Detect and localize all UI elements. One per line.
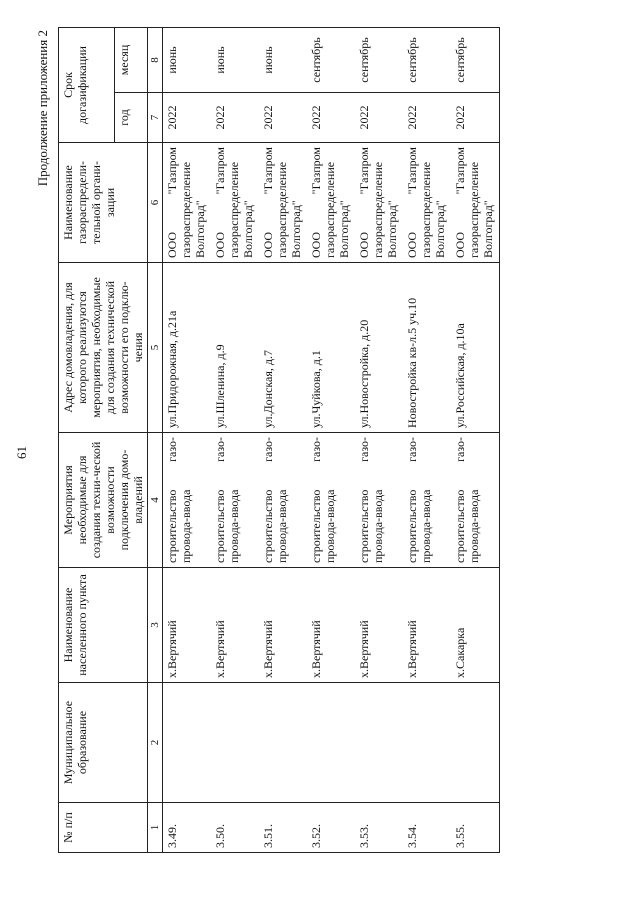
row-num: 3.49. xyxy=(163,803,212,853)
header-term: Срок догазификации xyxy=(59,27,115,142)
column-index: 3 xyxy=(148,568,163,683)
row-num: 3.54. xyxy=(403,803,451,853)
row-month: сентябрь xyxy=(355,27,403,92)
row-distributor: ООО "Газпром газораспределение Волгоград" xyxy=(307,143,355,263)
table-row xyxy=(163,27,212,852)
header-settlement: Наименование населенного пункта xyxy=(59,568,148,683)
row-address: ул.Шленина, д.9 xyxy=(211,263,259,433)
row-municipality xyxy=(451,683,500,803)
row-num: 3.52. xyxy=(307,803,355,853)
header-year: год xyxy=(115,93,148,143)
row-year: 2022 xyxy=(307,93,355,143)
row-settlement: х.Вертячий xyxy=(307,568,355,683)
column-index: 1 xyxy=(148,803,163,853)
header-municipality: Муниципальное образование xyxy=(59,683,148,803)
column-index: 7 xyxy=(148,93,163,143)
row-year: 2022 xyxy=(451,93,500,143)
row-num: 3.50. xyxy=(211,803,259,853)
row-distributor: ООО "Газпром газораспределение Волгоград" xyxy=(355,143,403,263)
table-row xyxy=(451,27,500,852)
row-settlement: х.Вертячий xyxy=(211,568,259,683)
column-index: 5 xyxy=(148,263,163,433)
row-measure: строительство газо-провода-ввода xyxy=(451,433,500,568)
row-measure: строительство газо-провода-ввода xyxy=(307,433,355,568)
row-year: 2022 xyxy=(259,93,307,143)
row-settlement: х.Вертячий xyxy=(259,568,307,683)
row-year: 2022 xyxy=(355,93,403,143)
row-municipality xyxy=(355,683,403,803)
row-municipality xyxy=(259,683,307,803)
row-month: июнь xyxy=(163,27,212,92)
row-year: 2022 xyxy=(163,93,212,143)
row-municipality xyxy=(211,683,259,803)
table-row xyxy=(307,27,355,852)
table-row xyxy=(211,27,259,852)
row-year: 2022 xyxy=(403,93,451,143)
table-row xyxy=(403,27,451,852)
row-month: сентябрь xyxy=(307,27,355,92)
row-municipality xyxy=(307,683,355,803)
row-month: сентябрь xyxy=(451,27,500,92)
table-row xyxy=(259,27,307,852)
row-settlement: х.Вертячий xyxy=(355,568,403,683)
row-distributor: ООО "Газпром газораспределение Волгоград" xyxy=(451,143,500,263)
header-month: месяц xyxy=(115,27,148,92)
row-num: 3.55. xyxy=(451,803,500,853)
row-num: 3.53. xyxy=(355,803,403,853)
row-month: июнь xyxy=(211,27,259,92)
header-measures: Мероприятия необходимые для создания техни-ческой возможности подключения домо-владений xyxy=(59,433,148,568)
row-address: ул.Новостройка, д.20 xyxy=(355,263,403,433)
row-measure: строительство газо-провода-ввода xyxy=(259,433,307,568)
row-address: ул.Донская, д.7 xyxy=(259,263,307,433)
row-measure: строительство газо-провода-ввода xyxy=(163,433,212,568)
row-measure: строительство газо-провода-ввода xyxy=(403,433,451,568)
column-index: 2 xyxy=(148,683,163,803)
row-measure: строительство газо-провода-ввода xyxy=(211,433,259,568)
row-settlement: х.Сакарка xyxy=(451,568,500,683)
row-month: июнь xyxy=(259,27,307,92)
appendix-label: Продолжение приложения 2 xyxy=(35,30,50,187)
column-index: 4 xyxy=(148,433,163,568)
header-num: № п/п xyxy=(59,803,148,853)
row-measure: строительство газо-провода-ввода xyxy=(355,433,403,568)
row-month: сентябрь xyxy=(403,27,451,92)
column-index: 6 xyxy=(148,143,163,263)
row-year: 2022 xyxy=(211,93,259,143)
header-row-1 xyxy=(59,27,115,852)
row-distributor: ООО "Газпром газораспределение Волгоград" xyxy=(163,143,212,263)
row-distributor: ООО "Газпром газораспределение Волгоград" xyxy=(211,143,259,263)
table-row xyxy=(355,27,403,852)
row-address: Новостройка кв-л.5 уч.10 xyxy=(403,263,451,433)
column-index: 8 xyxy=(148,27,163,92)
header-distributor: Наименование газораспредели-тельной органи-зации xyxy=(59,143,148,263)
header-address: Адрес домовладения, для которого реализуются мероприятия, необходимые для создания технической возможности его подклю-чения xyxy=(59,263,148,433)
row-num: 3.51. xyxy=(259,803,307,853)
row-municipality xyxy=(163,683,212,803)
row-address: ул.Российская, д.10а xyxy=(451,263,500,433)
row-settlement: х.Вертячий xyxy=(403,568,451,683)
row-address: ул.Чуйкова, д.1 xyxy=(307,263,355,433)
page-number: 61 xyxy=(14,446,29,459)
row-distributor: ООО "Газпром газораспределение Волгоград" xyxy=(259,143,307,263)
row-address: ул.Придорожная, д.21а xyxy=(163,263,212,433)
row-settlement: х.Вертячий xyxy=(163,568,212,683)
column-index-row xyxy=(148,27,163,852)
row-distributor: ООО "Газпром газораспределение Волгоград" xyxy=(403,143,451,263)
gasification-table xyxy=(58,27,500,853)
row-municipality xyxy=(403,683,451,803)
